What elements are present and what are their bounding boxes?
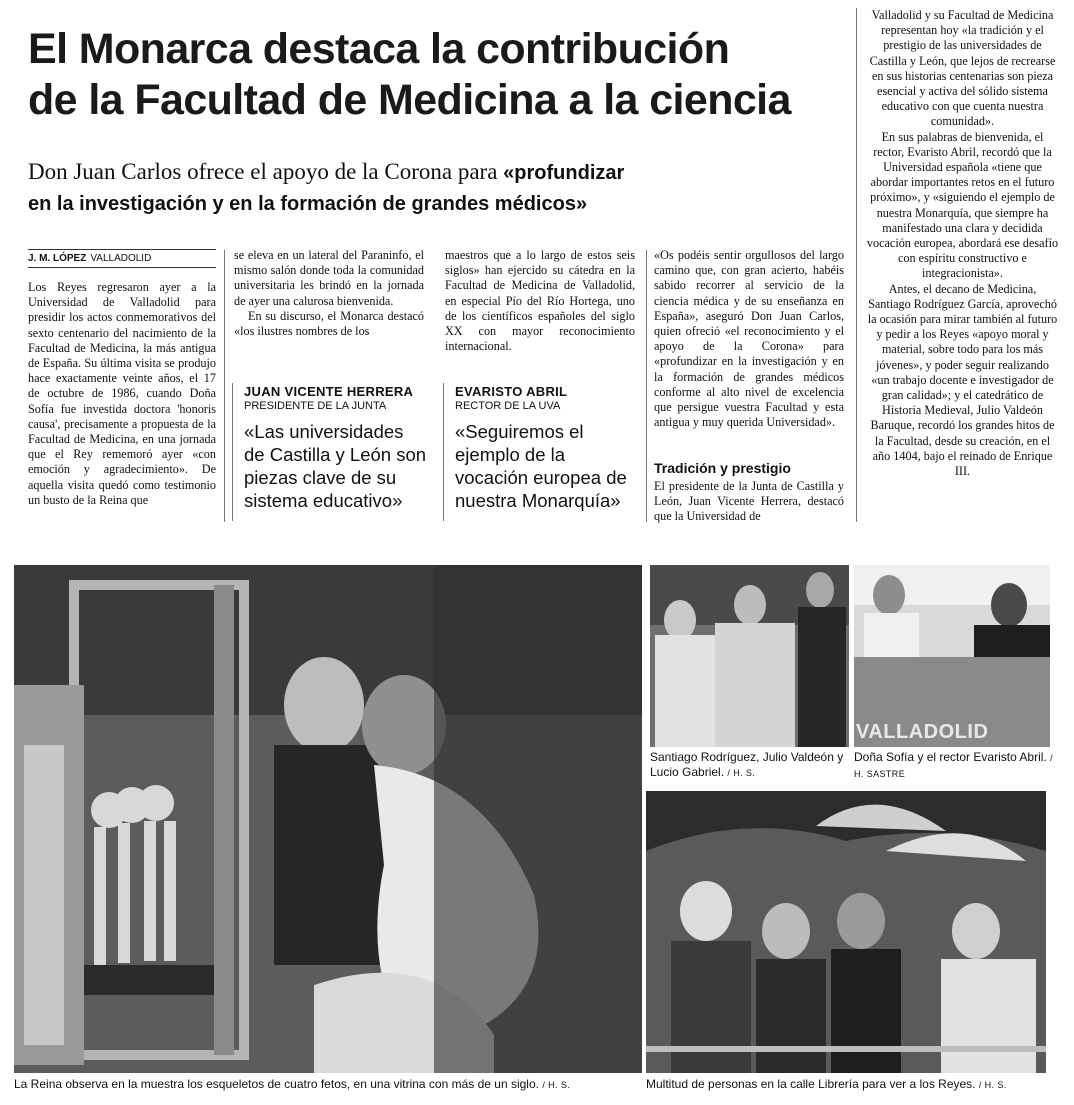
col5-paragraph-3: Antes, el decano de Medicina, Santiago Rodríguez García, aprovechó la ocasión para mirar también al futuro y pedir a los Reyes «apoyo moral y material, sobre todo para los más jóvenes», y poder seguir realizando «un trabajo docente e investigador de gran calidad»; y el catedrático de Historia Medieval, Julio Valdeón Baruque, recordó los grandes hitos de la Facultad, desde su creación, en el año 1404, bajo el reinado de Enrique III. (867, 281, 1058, 479)
subheadline (28, 157, 863, 219)
pull-quote-text: «Seguiremos el ejemplo de la vocación europea de nuestra Monarquía» (455, 421, 627, 511)
column-4-continued (654, 479, 844, 525)
caption-text: Doña Sofía y el rector Evaristo Abril. (854, 750, 1047, 764)
column-2 (234, 248, 424, 339)
byline-author: J. M. LÓPEZ (28, 253, 87, 264)
photo-image (854, 565, 1050, 747)
byline (28, 249, 216, 268)
photo-image (14, 565, 642, 1073)
pull-quote-rule (232, 383, 233, 521)
photo-queen-rector (854, 565, 1050, 747)
col5-paragraph-2: En sus palabras de bienvenida, el rector, Evaristo Abril, recordó que la Universidad española «tiene que abordar importantes retos en el futuro próximo», y «siguiendo el ejemplo de nuestra Monarquía, que siempre ha manifestado una clara y decidida vocación europea, abordará ese desafío con espíritu constructivo e integracionista». (866, 129, 1059, 281)
photo-credit: / H. S. (978, 1080, 1007, 1090)
photo-queen-rector-caption (854, 750, 1054, 782)
pull-quote-name: EVARISTO ABRIL (455, 384, 568, 399)
photo-image (646, 791, 1046, 1073)
pull-quote-text: «Las universidades de Castilla y León son piezas clave de su sistema educativo» (244, 421, 427, 511)
col4-paragraph-1: «Os podéis sentir orgullosos del largo camino que, con gran acierto, habéis sabido recorrer al servicio de la ciencia médica y de su enseñanza en España», aseguró Don Juan Carlos, quien ofreció «el reconocimiento y el apoyo de la Corona» para «profundizar en la investigación y en la formación de grandes médicos conforme al alto nivel de excelencia que persigue vuestra Facultad y esta antigua y muy querida Universidad». (654, 248, 844, 430)
photo-crowd (646, 791, 1046, 1073)
col5-paragraph-1: Valladolid y su Facultad de Medicina representan hoy «la tradición y el prestigio de las universidades de Castilla y León, que lejos de recrearse en sus historias centenarias son pieza esencial y activa del sólido sistema educativo con que cuenta nuestra comunidad». (869, 8, 1056, 129)
main-photo-caption (14, 1077, 654, 1093)
pull-quote-role: RECTOR DE LA UVA (455, 400, 561, 412)
subsection-title: Tradición y prestigio (654, 460, 791, 476)
photo-crowd-caption (646, 1077, 1066, 1093)
byline-city: VALLADOLID (90, 253, 152, 264)
subhead-bold: «profundizar (503, 162, 625, 184)
col4-paragraph-2: El presidente de la Junta de Castilla y León, Juan Vicente Herrera, destacó que la Universidad de (654, 479, 844, 524)
sign-text: VALLADOLID (856, 721, 989, 743)
caption-text: Santiago Rodríguez, Julio Valdeón y Lucio Gabriel. (650, 750, 844, 779)
column-divider (224, 250, 225, 522)
column-1 (28, 280, 216, 508)
col1-paragraph: Los Reyes regresaron ayer a la Universidad de Valladolid para presidir los actos conmemorativos del sexto centenario del nacimiento de la Facultad de Medicina, la más antigua de España. Su última visita se produjo hace exactamente veinte años, el 17 de octubre de 1986, cuando Doña Sofía fue investida doctora 'honoris causa', precisamente a propuesta de la Facultad de Medicina, en una jornada que el Rey rememoró ayer «con emoción y agradecimiento». De aquella visita quedó como testimonio un busto de la Reina que (28, 280, 216, 507)
subhead-text: Don Juan Carlos ofrece el apoyo de la Corona para (28, 159, 504, 184)
caption-text: Multitud de personas en la calle Librería para ver a los Reyes. (646, 1077, 976, 1091)
col3-paragraph: maestros que a lo largo de estos seis siglos» han ejercido su cátedra en la Facultad de Medicina de Valladolid, en especial Pío del Río Hortega, uno de los científicos españoles del siglo XX con mayor reconocimiento internacional. (445, 248, 635, 354)
photo-officials-caption (650, 750, 850, 781)
photo-credit: / H. SASTRE (854, 753, 1053, 779)
caption-text: La Reina observa en la muestra los esqueletos de cuatro fetos, en una vitrina con más de un siglo. (14, 1077, 539, 1091)
pull-quote-abril (455, 384, 639, 512)
photo-image (650, 565, 849, 747)
pull-quote-rule (443, 383, 444, 521)
column-4 (654, 248, 844, 430)
photo-credit: / H. S. (727, 768, 756, 778)
pull-quote-name: JUAN VICENTE HERRERA (244, 384, 414, 399)
pull-quote-herrera (244, 384, 428, 512)
photo-queen-skeletons (14, 565, 642, 1073)
photo-credit: / H. S. (542, 1080, 571, 1090)
column-divider (856, 8, 857, 522)
headline-line-1: El Monarca destaca la contribución (28, 25, 730, 73)
headline-line-2: de la Facultad de Medicina a la ciencia (28, 76, 791, 124)
col2-paragraph-2: En su discurso, el Monarca destacó «los ilustres nombres de los (234, 308, 424, 339)
column-divider (646, 250, 647, 522)
col2-paragraph-1: se eleva en un lateral del Paraninfo, el mismo salón donde toda la comunidad universitaria les brindó en la jornada de ayer una calurosa bienvenida. (234, 248, 424, 308)
column-3 (445, 248, 635, 354)
column-5 (866, 8, 1059, 479)
headline (28, 24, 863, 126)
subhead-line-2: en la investigación y en la formación de grandes médicos» (28, 193, 588, 215)
pull-quote-role: PRESIDENTE DE LA JUNTA (244, 400, 387, 412)
photo-officials (650, 565, 849, 747)
